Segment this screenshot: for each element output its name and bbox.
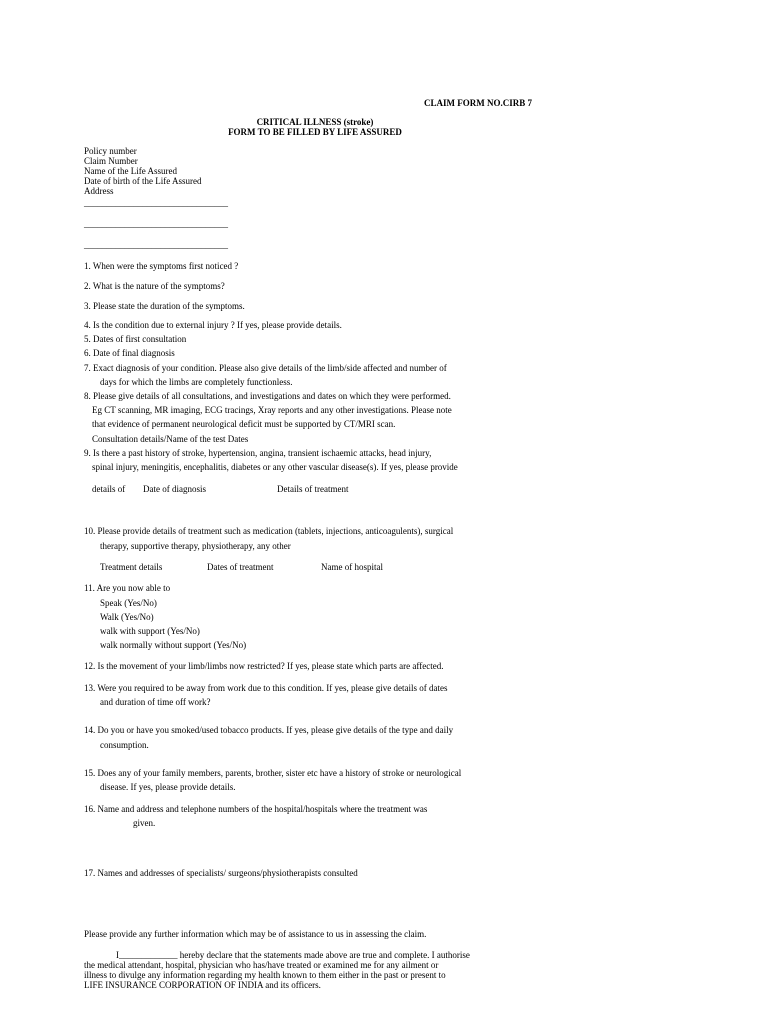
question-11-option: Walk (Yes/No) (100, 612, 154, 622)
question-8-cont: Eg CT scanning, MR imaging, ECG tracings, Xray reports and any other investigations. Please note (92, 405, 452, 415)
question-10-cont: therapy, supportive therapy, physiotherapy, any other (100, 541, 291, 551)
question-16: 16. Name and address and telephone numbers of the hospital/hospitals where the treatment was (84, 804, 428, 814)
question-8: 8. Please give details of all consultations, and investigations and dates on which they were performed. (84, 391, 451, 401)
question-9-col-details: details of (92, 484, 126, 494)
question-10-col-dates: Dates of treatment (207, 562, 274, 572)
question-11-option: Speak (Yes/No) (100, 598, 157, 608)
question-11-option: walk normally without support (Yes/No) (100, 640, 247, 650)
claim-number-label: Claim Number (84, 156, 138, 166)
question-10-col-hospital: Name of hospital (321, 562, 383, 572)
declaration-line: LIFE INSURANCE CORPORATION OF INDIA and its officers. (84, 980, 321, 990)
address-line[interactable]: ________________________________ (84, 240, 228, 250)
policy-number-label: Policy number (84, 146, 137, 156)
question-10-col-treatment: Treatment details (100, 562, 163, 572)
question-9-col-date: Date of diagnosis (143, 484, 206, 494)
question-4: 4. Is the condition due to external injury ? If yes, please provide details. (84, 320, 342, 330)
address-line[interactable]: ________________________________ (84, 198, 228, 208)
question-2: 2. What is the nature of the symptoms? (84, 281, 225, 291)
question-15-cont: disease. If yes, please provide details. (100, 782, 236, 792)
question-1: 1. When were the symptoms first noticed ? (84, 261, 239, 271)
life-assured-name-label: Name of the Life Assured (84, 166, 177, 176)
question-14: 14. Do you or have you smoked/used tobacco products. If yes, please give details of the type and daily (84, 725, 454, 735)
question-8-cont: that evidence of permanent neurological deficit must be supported by CT/MRI scan. (92, 419, 396, 429)
question-10: 10. Please provide details of treatment such as medication (tablets, injections, anticoagulents), surgical (84, 526, 454, 536)
declaration-line: the medical attendant, hospital, physician who has/have treated or examined me for any ailment or (84, 960, 439, 970)
date-of-birth-label: Date of birth of the Life Assured (84, 176, 202, 186)
form-title: CRITICAL ILLNESS (stroke) (256, 117, 374, 127)
question-5: 5. Dates of first consultation (84, 334, 187, 344)
question-9: 9. Is there a past history of stroke, hypertension, angina, transient ischaemic attacks, head injury, (84, 448, 432, 458)
question-13: 13. Were you required to be away from work due to this condition. If yes, please give details of dates (84, 683, 448, 693)
declaration-line: illness to divulge any information regarding my health known to them either in the past or present to (84, 970, 446, 980)
question-14-cont: consumption. (100, 740, 149, 750)
question-6: 6. Date of final diagnosis (84, 348, 175, 358)
address-label: Address (84, 186, 114, 196)
question-11: 11. Are you now able to (84, 583, 171, 593)
question-9-cont: spinal injury, meningitis, encephalitis, diabetes or any other vascular disease(s). If yes, please provide (92, 462, 458, 472)
form-number: CLAIM FORM NO.CIRB 7 (424, 98, 532, 108)
form-subtitle: FORM TO BE FILLED BY LIFE ASSURED (228, 127, 402, 137)
declaration-line: I_____________ hereby declare that the statements made above are true and complete. I authorise (116, 950, 470, 960)
question-13-cont: and duration of time off work? (100, 697, 211, 707)
address-line[interactable]: ________________________________ (84, 219, 228, 229)
question-15: 15. Does any of your family members, parents, brother, sister etc have a history of stroke or neurological (84, 768, 462, 778)
question-7-cont: days for which the limbs are completely functionless. (100, 377, 293, 387)
question-16-cont: given. (133, 818, 156, 828)
question-17: 17. Names and addresses of specialists/ surgeons/physiotherapists consulted (84, 868, 358, 878)
question-11-option: walk with support (Yes/No) (100, 626, 200, 636)
question-8-headings: Consultation details/Name of the test Dates (92, 434, 249, 444)
question-3: 3. Please state the duration of the symptoms. (84, 301, 245, 311)
question-9-col-treatment: Details of treatment (277, 484, 349, 494)
question-12: 12. Is the movement of your limb/limbs now restricted? If yes, please state which parts are affected. (84, 661, 444, 671)
further-information-text: Please provide any further information which may be of assistance to us in assessing the claim. (84, 929, 427, 939)
question-7: 7. Exact diagnosis of your condition. Please also give details of the limb/side affected and number of (84, 363, 447, 373)
